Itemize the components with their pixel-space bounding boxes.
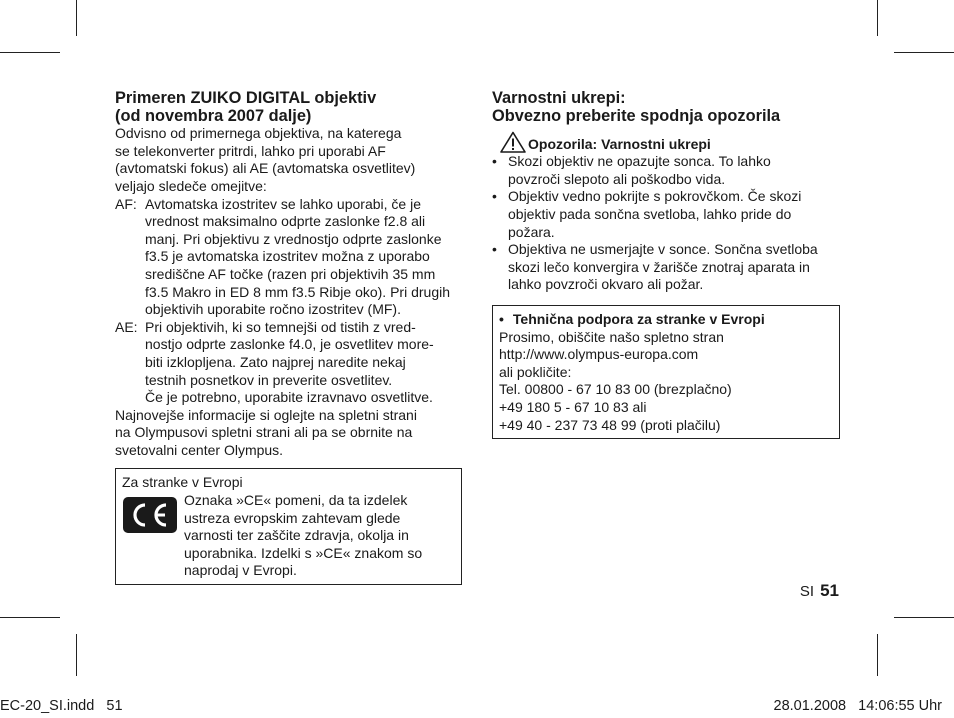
text-line: Objektiv vedno pokrijte s pokrovčkom. Če skozi xyxy=(508,188,802,205)
text-line: povzroči slepoto ali poškodbo vida. xyxy=(508,170,726,187)
phone-line: +49 40 - 237 73 48 99 (proti plačilu) xyxy=(499,416,721,433)
warning-list xyxy=(492,153,842,294)
language-code: SI xyxy=(799,583,815,600)
phone-line: +49 180 5 - 67 10 83 ali xyxy=(499,398,647,415)
text-line: ali pokličite: xyxy=(499,363,572,380)
text-line: središčne AF točke (razen pri objektivih 35 mm xyxy=(145,265,436,282)
text-line: vrednost maksimalno odprte zaslonke f2.8 ali xyxy=(145,213,426,230)
right-column xyxy=(492,90,842,439)
text-line: testnih posnetkov in preverite osvetlitev. xyxy=(145,371,393,388)
support-box xyxy=(492,305,840,439)
af-item xyxy=(115,196,463,319)
crop-mark xyxy=(76,0,77,36)
crop-mark xyxy=(0,617,60,618)
safety-subheading: Obvezno preberite spodnja opozorila xyxy=(492,106,781,125)
text-line: lahko povzroči okvaro ali požar. xyxy=(508,276,704,293)
phone-line: Tel. 00800 - 67 10 83 00 (brezplačno) xyxy=(499,381,732,398)
text-line: objektivih uporabite ročno izostritev (MF). xyxy=(145,301,401,318)
text-line: Če je potrebno, uporabite izravnavo osvetlitve. xyxy=(145,389,433,406)
text-line: veljajo sledeče omejitve: xyxy=(115,177,267,194)
text-line: biti izklopljena. Zato najprej naredite nekaj xyxy=(145,353,406,370)
text-line: manj. Pri objektivu z vrednostjo odprte zaslonke xyxy=(145,230,442,247)
text-line: uporabnika. Izdelki s »CE« znakom so xyxy=(184,544,423,561)
list-item-text xyxy=(508,241,818,294)
bullet-icon: • xyxy=(492,241,497,258)
list-item xyxy=(492,241,842,294)
support-url-link[interactable]: http://www.olympus-europa.com xyxy=(499,346,699,363)
af-text xyxy=(145,196,463,319)
closing-paragraph xyxy=(115,407,463,460)
support-text xyxy=(499,329,833,435)
crop-mark xyxy=(76,634,77,676)
section-heading: Primeren ZUIKO DIGITAL objektiv xyxy=(115,89,377,107)
ce-box-text xyxy=(184,492,422,580)
text-line: Oznaka »CE« pomeni, da ta izdelek xyxy=(184,492,408,509)
crop-mark xyxy=(877,0,878,36)
text-line: varnosti ter zaščite zdravja, okolja in xyxy=(184,527,409,544)
ce-notice-box xyxy=(115,468,462,585)
text-line: Skozi objektiv ne opazujte sonca. To lahko xyxy=(508,153,771,170)
text-line: f3.5 je avtomatska izostritev možna z uporabo xyxy=(145,248,430,265)
text-line: skozi lečo konvergira v žarišče znotraj aparata in xyxy=(508,258,810,275)
safety-heading: Varnostni ukrepi: xyxy=(492,89,626,107)
text-line: nostjo odprte zaslonke f4.0, je osvetlitev more- xyxy=(145,336,434,353)
crop-mark xyxy=(877,634,878,676)
page-number xyxy=(800,582,839,601)
warning-triangle-icon xyxy=(500,131,526,153)
support-title xyxy=(499,311,833,329)
footer-datetime: 28.01.2008 14:06:55 Uhr xyxy=(773,698,942,714)
left-column xyxy=(115,90,463,585)
text-line: Objektiva ne usmerjajte v sonce. Sončna svetloba xyxy=(508,241,818,258)
text-line: na Olympusovi spletni strani ali pa se obrnite na xyxy=(115,424,413,441)
ae-text xyxy=(145,319,463,407)
crop-mark xyxy=(894,52,954,53)
text-line: svetovalni center Olympus. xyxy=(115,441,284,458)
section-subheading: (od novembra 2007 dalje) xyxy=(115,106,312,125)
af-label: AF: xyxy=(115,195,137,212)
crop-mark xyxy=(894,617,954,618)
warning-title: Opozorila: Varnostni ukrepi xyxy=(528,135,711,152)
crop-mark xyxy=(0,52,60,53)
list-item-text xyxy=(508,153,771,188)
text-line: požara. xyxy=(508,223,555,240)
intro-paragraph xyxy=(115,125,463,195)
text-line: ustreza evropskim zahtevam glede xyxy=(184,509,401,526)
ae-item xyxy=(115,319,463,407)
page-number-value: 51 xyxy=(820,581,839,600)
ce-row xyxy=(122,492,455,580)
support-title-text: Tehnična podpora za stranke v Evropi xyxy=(512,310,765,327)
text-line: Avtomatska izostritev se lahko uporabi, če je xyxy=(145,195,421,212)
bullet-icon: • xyxy=(492,153,497,170)
text-line: (avtomatski fokus) ali AE (avtomatska osvetlitev) xyxy=(115,160,416,177)
text-line: f3.5 Makro in ED 8 mm f3.5 Ribje oko). Pri drugih xyxy=(145,283,451,300)
text-line: naprodaj v Evropi. xyxy=(184,562,297,579)
text-line: Prosimo, obiščite našo spletno stran xyxy=(499,328,724,345)
warning-header xyxy=(492,131,842,153)
text-line: objektiv pada sončna svetloba, lahko pride do xyxy=(508,205,792,222)
list-item xyxy=(492,153,842,188)
bullet-icon: • xyxy=(492,188,497,205)
ce-mark-logo xyxy=(122,496,178,534)
footer-filename: EC-20_SI.indd 51 xyxy=(0,698,123,714)
text-line: Pri objektivih, ki so temnejši od tistih z vred- xyxy=(145,318,416,335)
text-line: Odvisno od primernega objektiva, na katerega xyxy=(115,125,402,142)
list-item xyxy=(492,188,842,241)
ae-label: AE: xyxy=(115,318,138,335)
ce-box-title: Za stranke v Evropi xyxy=(122,474,243,491)
bullet-icon: • xyxy=(499,310,504,327)
list-item-text xyxy=(508,188,801,241)
text-line: Najnovejše informacije si oglejte na spletni strani xyxy=(115,406,417,423)
text-line: se telekonverter pritrdi, lahko pri uporabi AF xyxy=(115,142,386,159)
